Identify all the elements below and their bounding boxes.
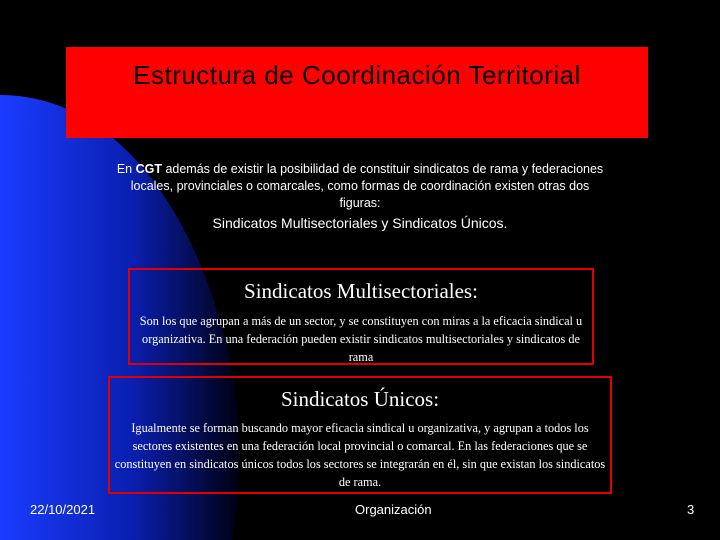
unicos-box	[108, 376, 612, 494]
multisectoriales-body: Son los que agrupan a más de un sector, y se constituyen con miras a la eficacia sindical u organizativa. En una federación pueden existir sindicatos multisectoriales y sindicatos de rama	[139, 314, 583, 364]
highlight-line: Sindicatos Multisectoriales y Sindicatos Únicos.	[212, 215, 508, 231]
intro-paragraph	[110, 161, 610, 212]
intro-text-before: En	[116, 162, 136, 176]
footer-organization: Organización	[355, 502, 432, 517]
intro-bold-cgt: CGT	[135, 162, 162, 176]
unicos-title: Sindicatos Únicos:	[280, 387, 440, 411]
slide-title: Estructura de Coordinación Territorial	[133, 60, 581, 90]
intro-text-after: además de existir la posibilidad de constituir sindicatos de rama y federaciones locales, provinciales o comarcales, como formas de coordinación existen otras dos figuras:	[130, 162, 604, 210]
footer-date: 22/10/2021	[30, 502, 96, 517]
multisectoriales-title: Sindicatos Multisectoriales:	[244, 279, 478, 303]
multisectoriales-box	[128, 268, 594, 365]
unicos-body: Igualmente se forman buscando mayor eficacia sindical u organizativa, y agrupan a todos los sectores existentes en una federación local provincial o comarcal. En las federaciones que se constituyen en sindicatos únicos todos los sectores se integrarán en él, sin que existan los sindicatos de rama.	[114, 421, 606, 489]
footer-page-number: 3	[687, 502, 695, 517]
